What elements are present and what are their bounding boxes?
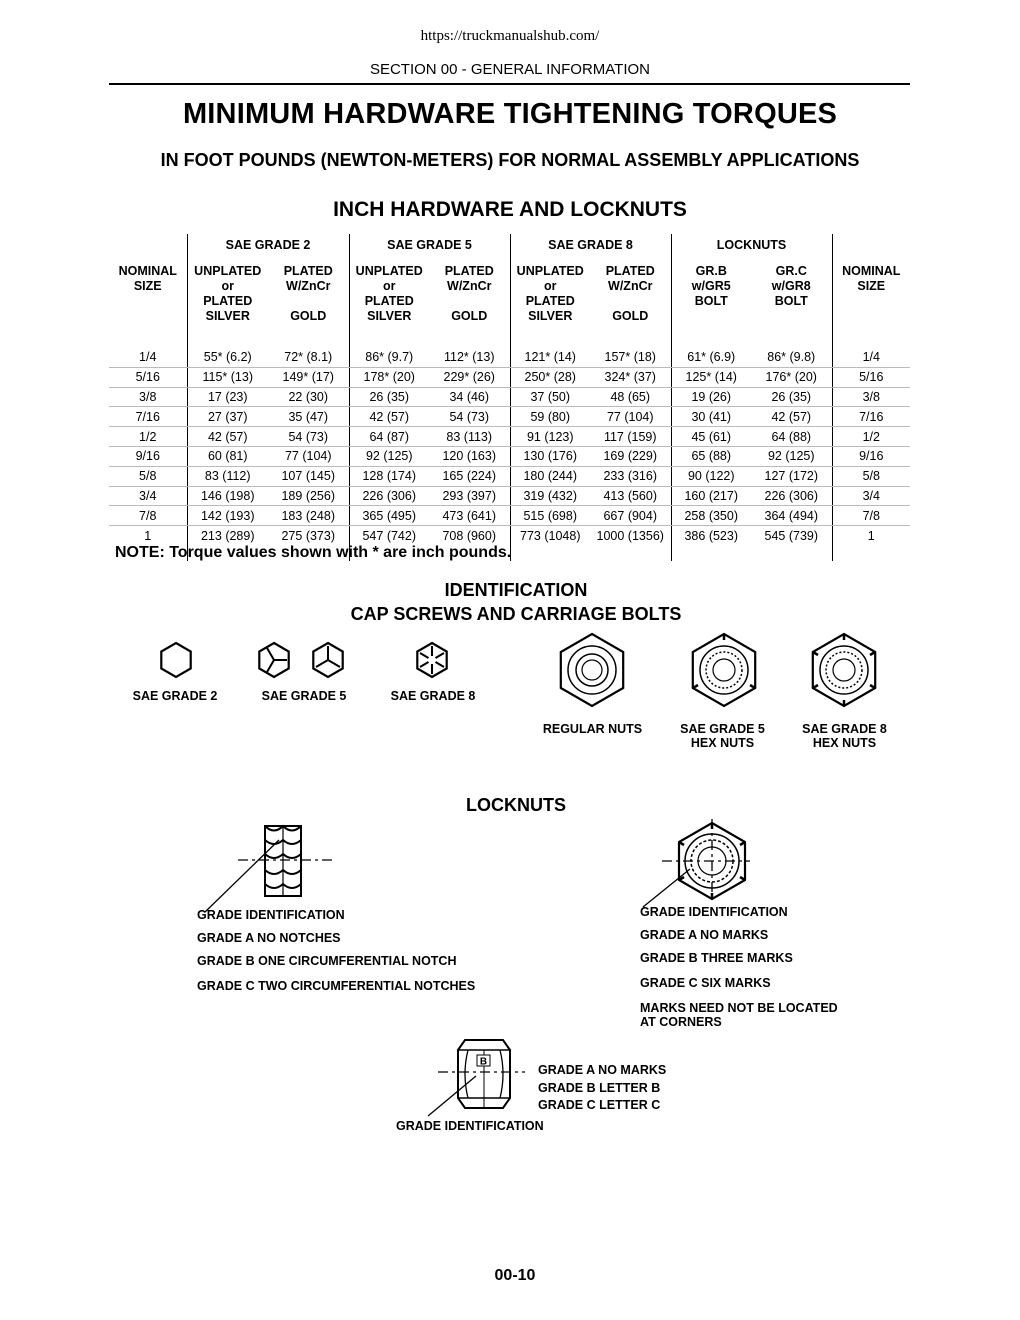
regular-nut-icon bbox=[552, 630, 632, 710]
page-title: MINIMUM HARDWARE TIGHTENING TORQUES bbox=[182, 98, 838, 130]
locknut-letter-mark: B bbox=[479, 1056, 488, 1068]
column-header-line: W/ZnCr bbox=[447, 279, 492, 293]
table-cell: 42 (57) bbox=[751, 407, 832, 427]
table-cell: 1/2 bbox=[832, 427, 910, 447]
table-cell: 1 bbox=[867, 528, 875, 543]
table-cell: 86* (9.7) bbox=[349, 348, 429, 367]
left-locknut-grade-c: GRADE C TWO CIRCUMFERENTIAL NOTCHES bbox=[197, 979, 476, 993]
bolt-label-grade-5: SAE GRADE 5 bbox=[261, 689, 347, 703]
column-header-row bbox=[109, 256, 910, 348]
table-cell: 30 (41) bbox=[671, 407, 751, 427]
table-cell: 37 (50) bbox=[510, 387, 590, 407]
column-header-line: SIZE bbox=[133, 279, 162, 293]
table-row bbox=[109, 506, 910, 526]
table-cell: 115* (13) bbox=[187, 367, 268, 387]
table-cell: 107 (145) bbox=[268, 466, 349, 486]
table-cell: 77 (104) bbox=[590, 407, 671, 427]
table-cell: 27 (37) bbox=[187, 407, 268, 427]
column-header bbox=[109, 256, 187, 348]
table-cell: 324* (37) bbox=[590, 367, 671, 387]
table-cell: 9/16 bbox=[109, 446, 187, 466]
table-cell: 515 (698) bbox=[510, 506, 590, 526]
table-cell: 60 (81) bbox=[187, 446, 268, 466]
locknuts-title: LOCKNUTS bbox=[466, 795, 566, 815]
table-cell: 127 (172) bbox=[751, 466, 832, 486]
column-header-line: PLATED bbox=[364, 294, 414, 308]
column-header-line: PLATED bbox=[444, 264, 494, 278]
column-header bbox=[429, 256, 510, 348]
nut-label-regular: REGULAR NUTS bbox=[542, 722, 643, 736]
table-cell: 365 (495) bbox=[349, 506, 429, 526]
table-cell: 61* (6.9) bbox=[671, 348, 751, 367]
table-cell: 413 (560) bbox=[590, 486, 671, 506]
table-row bbox=[109, 526, 910, 545]
table-cell: 1000 (1356) bbox=[590, 526, 671, 545]
table-cell: 92 (125) bbox=[751, 446, 832, 466]
table-cell: 319 (432) bbox=[510, 486, 590, 506]
column-header-line: PLATED bbox=[283, 264, 333, 278]
table-cell: 1/4 bbox=[109, 348, 187, 367]
table-cell: 160 (217) bbox=[671, 486, 751, 506]
column-header bbox=[590, 256, 671, 348]
left-locknut-grade-a: GRADE A NO NOTCHES bbox=[197, 931, 341, 945]
table-cell: 64 (88) bbox=[751, 427, 832, 447]
table-row bbox=[109, 367, 910, 387]
column-header bbox=[268, 256, 349, 348]
table-cell: 7/16 bbox=[832, 407, 910, 427]
column-header-line: BOLT bbox=[694, 294, 728, 308]
sae-grade-5-bolt-head-alt-icon bbox=[309, 641, 347, 679]
table-cell: 667 (904) bbox=[590, 506, 671, 526]
column-header-line: or bbox=[544, 279, 557, 293]
table-cell: 5/8 bbox=[832, 466, 910, 486]
table-cell: 92 (125) bbox=[349, 446, 429, 466]
group-sae-grade-5: SAE GRADE 5 bbox=[349, 234, 510, 256]
table-cell: 176* (20) bbox=[751, 367, 832, 387]
bolt-label-grade-2: SAE GRADE 2 bbox=[132, 689, 218, 703]
column-header-line: GOLD bbox=[290, 309, 327, 323]
table-cell: 142 (193) bbox=[187, 506, 268, 526]
column-header-line: PLATED bbox=[203, 294, 253, 308]
column-header-line: NOMINAL bbox=[118, 264, 177, 278]
column-header bbox=[751, 256, 832, 348]
column-header-line: SILVER bbox=[367, 309, 412, 323]
table-cell: 55* (6.2) bbox=[187, 348, 268, 367]
column-header-line: PLATED bbox=[605, 264, 655, 278]
table-cell: 229* (26) bbox=[429, 367, 510, 387]
sae-grade-5-bolt-head-icon bbox=[255, 641, 293, 679]
table-cell: 120 (163) bbox=[429, 446, 510, 466]
table-cell: 146 (198) bbox=[187, 486, 268, 506]
table-cell: 125* (14) bbox=[671, 367, 751, 387]
table-title: INCH HARDWARE AND LOCKNUTS bbox=[333, 198, 687, 221]
torque-note: NOTE: Torque values shown with * are inch pounds. bbox=[115, 544, 512, 561]
column-header-line: w/GR8 bbox=[771, 279, 811, 293]
sae-grade-5-hex-nut-icon bbox=[684, 630, 764, 710]
page-subtitle: IN FOOT POUNDS (NEWTON-METERS) FOR NORMAL ASSEMBLY APPLICATIONS bbox=[160, 150, 860, 170]
table-cell: 5/16 bbox=[832, 367, 910, 387]
table-cell: 54 (73) bbox=[429, 407, 510, 427]
column-header bbox=[187, 256, 268, 348]
table-row bbox=[109, 466, 910, 486]
column-header-line bbox=[268, 294, 349, 309]
right-locknut-note: MARKS NEED NOT BE LOCATED AT CORNERS bbox=[640, 1001, 838, 1029]
table-row bbox=[109, 427, 910, 447]
table-cell: 121* (14) bbox=[510, 348, 590, 367]
column-header-line: BOLT bbox=[774, 294, 808, 308]
bottom-locknut-caption: GRADE IDENTIFICATION bbox=[396, 1119, 544, 1133]
column-header-line: NOMINAL bbox=[842, 264, 901, 278]
table-cell: 83 (113) bbox=[429, 427, 510, 447]
table-cell: 7/8 bbox=[832, 506, 910, 526]
column-header-line: GR.C bbox=[775, 264, 807, 278]
table-cell: 213 (289) bbox=[200, 528, 255, 543]
column-header-line: SILVER bbox=[205, 309, 250, 323]
table-cell: 1 bbox=[109, 526, 187, 545]
column-header-line: UNPLATED bbox=[194, 264, 262, 278]
table-row bbox=[109, 407, 910, 427]
right-locknut-grade-c: GRADE C SIX MARKS bbox=[640, 976, 771, 990]
table-cell: 708 (960) bbox=[429, 526, 510, 545]
table-cell: 26 (35) bbox=[349, 387, 429, 407]
table-row bbox=[109, 486, 910, 506]
table-cell: 91 (123) bbox=[510, 427, 590, 447]
table-cell: 54 (73) bbox=[268, 427, 349, 447]
column-header-line: UNPLATED bbox=[516, 264, 584, 278]
column-header-line: or bbox=[221, 279, 234, 293]
column-header bbox=[832, 256, 910, 348]
table-cell: 34 (46) bbox=[429, 387, 510, 407]
column-header bbox=[349, 256, 429, 348]
table-cell: 3/4 bbox=[832, 486, 910, 506]
table-row bbox=[109, 446, 910, 466]
table-cell: 178* (20) bbox=[349, 367, 429, 387]
table-cell: 157* (18) bbox=[590, 348, 671, 367]
group-sae-grade-8: SAE GRADE 8 bbox=[510, 234, 671, 256]
table-cell: 233 (316) bbox=[590, 466, 671, 486]
right-locknut-grade-b: GRADE B THREE MARKS bbox=[640, 951, 793, 965]
table-cell: 547 (742) bbox=[362, 528, 416, 543]
table-cell: 35 (47) bbox=[268, 407, 349, 427]
page-number: 00-10 bbox=[494, 1267, 536, 1284]
nut-label-grade-8: SAE GRADE 8 HEX NUTS bbox=[802, 722, 887, 750]
right-locknut-caption: GRADE IDENTIFICATION bbox=[640, 905, 788, 919]
identification-heading: IDENTIFICATION bbox=[444, 580, 588, 600]
table-cell: 293 (397) bbox=[429, 486, 510, 506]
column-header bbox=[671, 256, 751, 348]
table-cell: 64 (87) bbox=[349, 427, 429, 447]
group-locknuts: LOCKNUTS bbox=[671, 234, 832, 256]
group-sae-grade-2: SAE GRADE 2 bbox=[187, 234, 349, 256]
table-cell: 275 (373) bbox=[268, 526, 349, 545]
table-body bbox=[109, 348, 910, 561]
section-heading: SECTION 00 - GENERAL INFORMATION bbox=[369, 61, 651, 78]
left-locknut-caption: GRADE IDENTIFICATION bbox=[197, 908, 345, 922]
column-header-line: W/ZnCr bbox=[608, 279, 653, 293]
table-cell: 545 (739) bbox=[751, 526, 832, 545]
bottom-locknut-grades: GRADE A NO MARKS GRADE B LETTER B GRADE C LETTER C bbox=[538, 1063, 667, 1112]
sae-grade-2-bolt-head-icon bbox=[157, 641, 195, 679]
bolt-label-grade-8: SAE GRADE 8 bbox=[390, 689, 476, 703]
column-header bbox=[510, 256, 590, 348]
table-cell: 1/4 bbox=[832, 348, 910, 367]
table-cell: 364 (494) bbox=[751, 506, 832, 526]
column-header-line: PLATED bbox=[525, 294, 575, 308]
header-rule bbox=[109, 83, 910, 85]
table-cell: 42 (57) bbox=[349, 407, 429, 427]
table-cell: 1/2 bbox=[109, 427, 187, 447]
marked-locknut-top-icon bbox=[640, 817, 755, 912]
table-cell: 3/8 bbox=[109, 387, 187, 407]
table-cell: 169 (229) bbox=[590, 446, 671, 466]
table-cell: 258 (350) bbox=[671, 506, 751, 526]
table-cell: 149* (17) bbox=[268, 367, 349, 387]
table-cell: 86* (9.8) bbox=[751, 348, 832, 367]
column-header-line: W/ZnCr bbox=[286, 279, 331, 293]
table-cell: 26 (35) bbox=[751, 387, 832, 407]
identification-title bbox=[0, 578, 1020, 626]
column-header-line: w/GR5 bbox=[691, 279, 731, 293]
table-cell: 3/8 bbox=[832, 387, 910, 407]
column-header-line: or bbox=[383, 279, 396, 293]
table-cell: 77 (104) bbox=[268, 446, 349, 466]
table-cell: 165 (224) bbox=[429, 466, 510, 486]
table-cell: 117 (159) bbox=[590, 427, 671, 447]
table-cell: 17 (23) bbox=[187, 387, 268, 407]
column-header-line: UNPLATED bbox=[355, 264, 423, 278]
table-cell: 180 (244) bbox=[510, 466, 590, 486]
table-cell: 250* (28) bbox=[510, 367, 590, 387]
table-cell: 130 (176) bbox=[510, 446, 590, 466]
table-cell: 72* (8.1) bbox=[268, 348, 349, 367]
table-cell: 773 (1048) bbox=[520, 528, 581, 543]
sae-grade-8-bolt-head-icon bbox=[413, 641, 451, 679]
nut-label-grade-5: SAE GRADE 5 HEX NUTS bbox=[680, 722, 765, 750]
table-cell: 59 (80) bbox=[510, 407, 590, 427]
identification-subheading: CAP SCREWS AND CARRIAGE BOLTS bbox=[350, 604, 682, 624]
table-cell: 386 (523) bbox=[684, 528, 738, 543]
table-cell: 65 (88) bbox=[671, 446, 751, 466]
table-cell: 183 (248) bbox=[268, 506, 349, 526]
table-cell: 7/8 bbox=[109, 506, 187, 526]
table-cell: 22 (30) bbox=[268, 387, 349, 407]
table-cell: 189 (256) bbox=[268, 486, 349, 506]
table-cell: 112* (13) bbox=[429, 348, 510, 367]
table-cell: 3/4 bbox=[109, 486, 187, 506]
table-cell: 83 (112) bbox=[187, 466, 268, 486]
right-locknut-grade-a: GRADE A NO MARKS bbox=[640, 928, 769, 942]
table-row bbox=[109, 387, 910, 407]
table-cell: 5/8 bbox=[109, 466, 187, 486]
source-url: https://truckmanualshub.com/ bbox=[420, 28, 600, 44]
left-locknut-grade-b: GRADE B ONE CIRCUMFERENTIAL NOTCH bbox=[197, 954, 457, 968]
table-cell: 9/16 bbox=[832, 446, 910, 466]
table-cell: 5/16 bbox=[109, 367, 187, 387]
column-header-line bbox=[429, 294, 510, 309]
sae-grade-8-hex-nut-icon bbox=[804, 630, 884, 710]
table-cell: 45 (61) bbox=[671, 427, 751, 447]
column-header-line: SILVER bbox=[528, 309, 573, 323]
column-header-line: SIZE bbox=[857, 279, 886, 293]
table-cell: 128 (174) bbox=[349, 466, 429, 486]
torque-table bbox=[109, 234, 910, 561]
table-row bbox=[109, 348, 910, 367]
group-header-row bbox=[109, 234, 910, 256]
column-header-line: GOLD bbox=[451, 309, 488, 323]
column-header-line: GR.B bbox=[695, 264, 727, 278]
table-cell: 473 (641) bbox=[429, 506, 510, 526]
table-cell: 7/16 bbox=[109, 407, 187, 427]
column-header-line bbox=[590, 294, 671, 309]
table-cell: 19 (26) bbox=[671, 387, 751, 407]
table-cell: 90 (122) bbox=[671, 466, 751, 486]
table-cell: 226 (306) bbox=[751, 486, 832, 506]
table-cell: 226 (306) bbox=[349, 486, 429, 506]
table-cell: 42 (57) bbox=[187, 427, 268, 447]
table-cell: 48 (65) bbox=[590, 387, 671, 407]
lettered-locknut-icon bbox=[420, 1036, 530, 1121]
notched-locknut-side-icon bbox=[195, 820, 340, 920]
column-header-line: GOLD bbox=[612, 309, 649, 323]
